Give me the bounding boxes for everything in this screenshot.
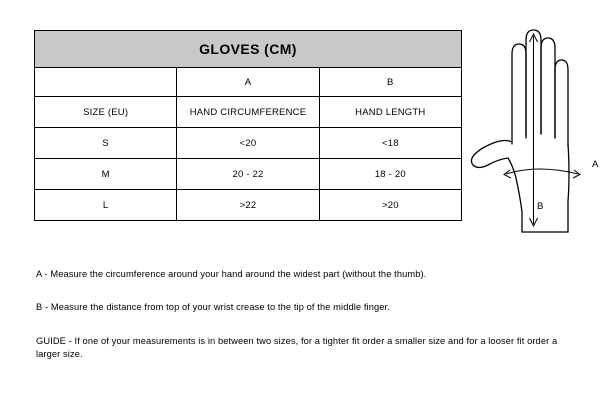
row-s-length: <18 [319, 128, 461, 159]
row-size-m: M [35, 159, 177, 190]
header-letter-b: B [319, 68, 461, 97]
row-s-circumference: <20 [177, 128, 319, 159]
table-row [35, 190, 462, 221]
table-header-row [35, 97, 462, 128]
table-row [35, 128, 462, 159]
diagram-label-b: B [537, 201, 544, 212]
row-l-circumference: >22 [177, 190, 319, 221]
header-size-eu: SIZE (EU) [35, 97, 177, 128]
row-m-length: 18 - 20 [319, 159, 461, 190]
note-a: A - Measure the circumference around your hand around the widest part (without the thumb). [36, 269, 427, 279]
header-hand-circumference: HAND CIRCUMFERENCE [177, 97, 319, 128]
row-l-length: >20 [319, 190, 461, 221]
table-title-row [35, 31, 462, 68]
note-guide: GUIDE - If one of your measurements is in between two sizes, for a tighter fit order a smaller size and for a looser fit order a larger size. [36, 335, 558, 360]
diagram-label-a: A [592, 159, 599, 170]
header-letter-a: A [177, 68, 319, 97]
table-title: GLOVES (CM) [35, 31, 462, 68]
row-m-circumference: 20 - 22 [177, 159, 319, 190]
measurement-notes [36, 268, 566, 362]
size-chart-container [34, 30, 462, 221]
header-hand-length: HAND LENGTH [319, 97, 461, 128]
hand-measurement-diagram [466, 26, 604, 248]
header-blank [35, 68, 177, 97]
row-size-s: S [35, 128, 177, 159]
size-chart-table [34, 30, 462, 221]
table-measure-letter-row [35, 68, 462, 97]
row-size-l: L [35, 190, 177, 221]
hand-outline-icon [466, 26, 604, 248]
table-row [35, 159, 462, 190]
note-b: B - Measure the distance from top of your wrist crease to the tip of the middle finger. [36, 302, 390, 313]
